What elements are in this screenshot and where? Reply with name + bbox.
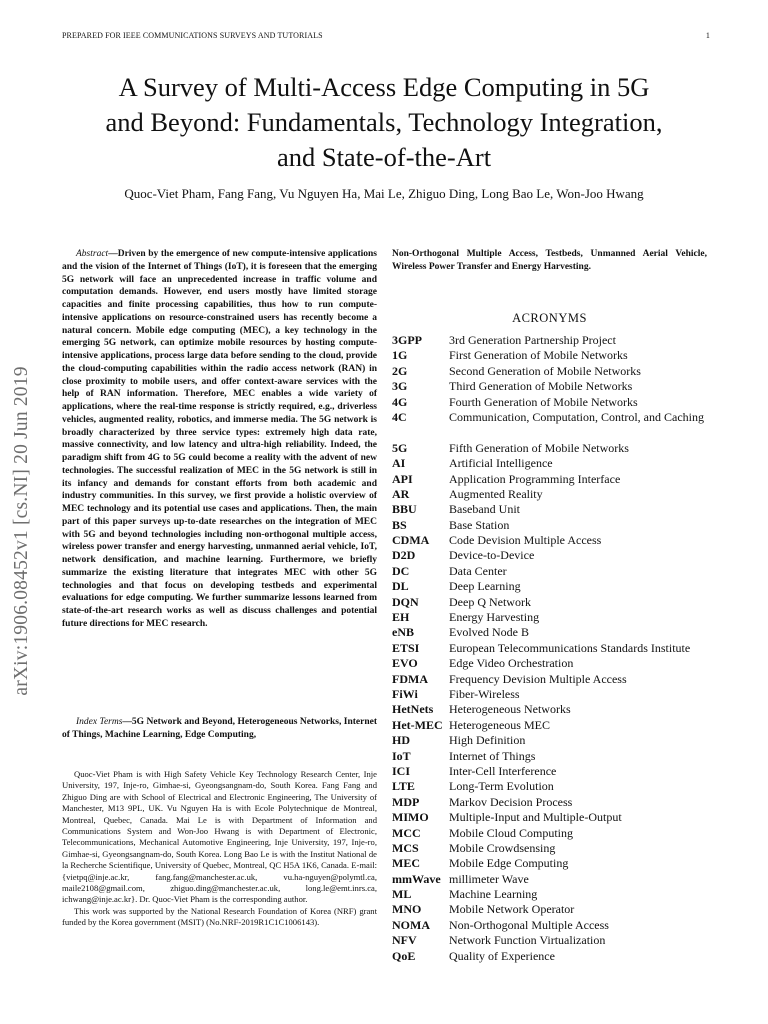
- index-terms-label: Index Terms: [76, 717, 123, 727]
- acronym-row: [392, 441, 712, 456]
- acronym-definition: Data Center: [449, 563, 507, 578]
- acronym-abbr: mmWave: [392, 871, 441, 886]
- acronym-row: [392, 733, 712, 748]
- abstract: [62, 248, 377, 631]
- acronym-abbr: FDMA: [392, 671, 428, 686]
- author-list: Quoc-Viet Pham, Fang Fang, Vu Nguyen Ha, Mai Le, Zhiguo Ding, Long Bao Le, Won-Joo Hwang: [124, 186, 644, 201]
- acronym-abbr: MNO: [392, 902, 422, 917]
- paper-title: [40, 70, 728, 175]
- acronym-definition: Markov Decision Process: [449, 794, 573, 809]
- acronym-abbr: CDMA: [392, 533, 430, 548]
- acronym-definition: Quality of Experience: [449, 948, 555, 963]
- acronym-definition: Internet of Things: [449, 748, 536, 763]
- acronym-definition: Deep Learning: [449, 579, 521, 594]
- acronym-definition: Code Devision Multiple Access: [449, 533, 602, 548]
- acronym-abbr: AR: [392, 486, 410, 501]
- acronym-abbr: MIMO: [392, 810, 429, 825]
- abstract-text: —Driven by the emergence of new compute-intensive applications and the vision of the Internet of Things (IoT), it is foreseen that the emerging 5G network will face an unprecedented increase in traffic volume and computation demands. However, end users mostly have limited storage capacities and finite processing capabilities, thus how to run compute-intensive applications on resource-constrained users has recently become a natural concern. Mobile edge computing (MEC), a key technology in the emerging 5G network, can optimize mobile resources by hosting compute-intensive applications, process large data before sending to the cloud, provide the cloud-computing capabilities within the radio access network (RAN) in close proximity to mobile users, and offer context-aware services with the help of RAN information. Therefore, MEC enables a wide variety of applications, where the real-time response is strictly required, e.g., driverless vehicles, augmented reality, robotics, and immerse media. The 5G network is broadly characterized by three service types: extremely high data rate, massive connectivity, and low latency and ultra-high reliability. Indeed, the paradigm shift from 4G to 5G could become a reality with the advent of new technologies. The successful realization of MEC in the 5G network is still in its infancy and demands for constant efforts from both academic and industry communities. In this survey, we first provide a holistic overview of MEC technology and its potential use cases and applications. Then, the main part of this paper surveys up-to-date researches on the integration of MEC with 5G and beyond technologies including non-orthogonal multiple access, wireless power transfer and energy harvesting, unmanned aerial vehicle, IoT, network densification, and machine learning. Furthermore, we briefly summarize the existing literature that integrates MEC with other 5G technologies and that focus on developing testbeds and experimental evaluations for edge computing. We further summarize lessons learned from state-of-the-art research works as well as discuss challenges and potential future directions for MEC research.: [62, 249, 377, 629]
- acronym-row: [392, 949, 712, 964]
- acronyms-heading: ACRONYMS: [512, 311, 587, 325]
- acronym-definition: 3rd Generation Partnership Project: [449, 333, 616, 347]
- journal-header: PREPARED FOR IEEE COMMUNICATIONS SURVEYS AND TUTORIALS: [62, 31, 323, 40]
- acronym-abbr: HD: [392, 733, 410, 748]
- acronym-row: [392, 718, 712, 733]
- footnote-affiliations: Quoc-Viet Pham is with High Safety Vehicle Key Technology Research Center, Inje University, 197, Inje-ro, Gimhae-si, Gyeongsangnam-do, South Korea. Fang Fang and Zhiguo Ding are with School of Electrical and Electronic Engineering, The University of Manchester, M13 9PL, UK. Vu Nguyen Ha is with Ecole Polytechnique de Montreal, Montreal, Quebec, Canada. Mai Le is with Department of Information and Communications System and Won-Joo Hwang is with Department of Electronic, Telecommunications, Mechanical Automotive Engineering, Inje University, 197, Inje-ro, Gimhae-si, Gyeongsangnam-do, South Korea. Long Bao Le is with the Institut National de la Recherche Scientifique, University of Quebec, Montreal, QC H5A 1K6, Canada. E-mail: {vietpq@inje.ac.kr, fang.fang@manchester.ac.uk, vu.ha-nguyen@polymtl.ca, maile2108@gmail.com, zhiguo.ding@manchester.ac.uk, long.le@emt.inrs.ca, ichwang@inje.ac.kr}. Dr. Quoc-Viet Pham is the corresponding author.: [62, 769, 377, 905]
- acronym-list: [392, 333, 712, 964]
- acronym-abbr: FiWi: [392, 687, 418, 701]
- acronym-abbr: 5G: [392, 440, 408, 455]
- acronym-row: [392, 641, 712, 656]
- acronym-row: [392, 902, 712, 917]
- acronym-definition: Base Station: [449, 517, 510, 532]
- acronym-definition: Mobile Crowdsensing: [449, 840, 556, 855]
- acronym-row: [392, 810, 712, 825]
- acronym-definition: Evolved Node B: [449, 625, 529, 640]
- acronym-abbr: AI: [392, 456, 406, 471]
- acronym-abbr: 2G: [392, 363, 408, 378]
- acronym-definition: Device-to-Device: [449, 548, 535, 563]
- acronym-row: [392, 826, 712, 841]
- acronym-row: [392, 410, 712, 441]
- acronym-abbr: BS: [392, 517, 407, 532]
- acronym-definition: Heterogeneous Networks: [449, 702, 571, 717]
- acronym-definition: Communication, Computation, Control, and Caching: [449, 409, 704, 424]
- acronym-definition: Second Generation of Mobile Networks: [449, 363, 641, 378]
- acronym-definition: Deep Q Network: [449, 594, 531, 609]
- acronym-definition: European Telecommunications Standards Institute: [449, 640, 691, 655]
- acronym-definition: First Generation of Mobile Networks: [449, 348, 628, 363]
- acronym-row: [392, 672, 712, 687]
- acronym-row: [392, 502, 712, 517]
- acronym-row: [392, 333, 712, 348]
- acronym-definition: Augmented Reality: [449, 486, 543, 501]
- acronym-row: [392, 533, 712, 548]
- acronym-abbr: MEC: [392, 856, 420, 871]
- acronym-row: [392, 625, 712, 640]
- acronym-row: [392, 348, 712, 363]
- acronym-row: [392, 887, 712, 902]
- acronym-row: [392, 564, 712, 579]
- acronym-definition: Application Programming Interface: [449, 471, 621, 486]
- acronym-abbr: LTE: [392, 779, 415, 794]
- acronym-definition: Multiple-Input and Multiple-Output: [449, 810, 622, 825]
- acronym-definition: Heterogeneous MEC: [449, 717, 550, 732]
- title-line-2: and Beyond: Fundamentals, Technology Integration,: [105, 107, 663, 137]
- acronym-abbr: EVO: [392, 656, 418, 671]
- acronym-abbr: API: [392, 471, 413, 486]
- acronym-definition: Frequency Devision Multiple Access: [449, 671, 627, 686]
- acronym-row: [392, 749, 712, 764]
- acronym-abbr: 1G: [392, 348, 408, 363]
- acronym-abbr: BBU: [392, 502, 417, 517]
- acronym-row: [392, 795, 712, 810]
- acronym-definition: High Definition: [449, 733, 526, 748]
- acronym-row: [392, 610, 712, 625]
- acronym-row: [392, 379, 712, 394]
- acronym-row: [392, 841, 712, 856]
- title-line-1: A Survey of Multi-Access Edge Computing in 5G: [118, 72, 650, 102]
- acronym-abbr: MDP: [392, 794, 420, 809]
- acronym-row: [392, 595, 712, 610]
- acronym-abbr: 4C: [392, 409, 407, 424]
- acronym-row: [392, 364, 712, 379]
- acronym-abbr: NFV: [392, 933, 417, 948]
- title-line-3: and State-of-the-Art: [276, 142, 492, 172]
- acronym-definition: Mobile Network Operator: [449, 902, 575, 917]
- acronym-abbr: 3G: [392, 379, 408, 394]
- acronym-definition: Baseband Unit: [449, 502, 520, 517]
- acronym-abbr: HetNets: [392, 702, 434, 717]
- acronym-definition: Third Generation of Mobile Networks: [449, 379, 633, 394]
- acronym-row: [392, 472, 712, 487]
- page-number: 1: [705, 31, 710, 40]
- acronym-abbr: QoE: [392, 948, 416, 963]
- acronym-definition: Fourth Generation of Mobile Networks: [449, 394, 638, 409]
- acronym-abbr: MCC: [392, 825, 421, 840]
- index-terms: [62, 716, 377, 742]
- acronym-row: [392, 456, 712, 471]
- acronym-abbr: NOMA: [392, 917, 430, 932]
- acronym-definition: Non-Orthogonal Multiple Access: [449, 917, 609, 932]
- acronym-definition: millimeter Wave: [449, 871, 529, 886]
- acronym-abbr: MCS: [392, 840, 419, 855]
- acronym-row: [392, 487, 712, 502]
- acronym-row: [392, 872, 712, 887]
- arxiv-stamp: arXiv:1906.08452v1 [cs.NI] 20 Jun 2019: [11, 366, 32, 696]
- acronym-definition: Artificial Intelligence: [449, 456, 553, 471]
- acronym-abbr: ETSI: [392, 640, 420, 655]
- index-terms-text: —5G Network and Beyond, Heterogeneous Networks, Internet of Things, Machine Learning, Edge Computing,: [62, 717, 377, 740]
- acronym-definition: Fiber-Wireless: [449, 687, 520, 701]
- acronym-row: [392, 656, 712, 671]
- footnote-funding: This work was supported by the National Research Foundation of Korea (NRF) grant funded by the Korea government (MSIT) (No.NRF-2019R1C1C1006143).: [62, 905, 377, 928]
- acronym-row: [392, 395, 712, 410]
- acronym-definition: Edge Video Orchestration: [449, 656, 574, 671]
- acronym-row: [392, 687, 712, 702]
- acronym-abbr: DQN: [392, 594, 419, 609]
- affiliation-footnote: [62, 769, 377, 929]
- acronym-abbr: ML: [392, 887, 412, 902]
- acronym-definition: Network Function Virtualization: [449, 933, 606, 948]
- acronym-definition: Machine Learning: [449, 887, 538, 902]
- acronym-abbr: IoT: [392, 748, 411, 763]
- acronym-definition: Inter-Cell Interference: [449, 763, 557, 778]
- acronym-row: [392, 856, 712, 871]
- acronym-abbr: ICI: [392, 763, 411, 778]
- acronym-definition: Energy Harvesting: [449, 610, 540, 625]
- acronym-row: [392, 518, 712, 533]
- acronym-abbr: Het-MEC: [392, 717, 443, 732]
- acronym-abbr: eNB: [392, 625, 414, 640]
- acronym-abbr: DC: [392, 563, 410, 578]
- acronym-abbr: 3GPP: [392, 333, 422, 347]
- acronym-abbr: DL: [392, 579, 409, 594]
- acronym-definition: Mobile Cloud Computing: [449, 825, 574, 840]
- acronym-abbr: 4G: [392, 394, 408, 409]
- acronym-row: [392, 702, 712, 717]
- abstract-label: Abstract: [76, 249, 109, 259]
- acronym-definition: Mobile Edge Computing: [449, 856, 569, 871]
- acronym-definition: Long-Term Evolution: [449, 779, 554, 794]
- acronym-row: [392, 933, 712, 948]
- acronym-row: [392, 548, 712, 563]
- acronym-abbr: D2D: [392, 548, 416, 563]
- acronym-row: [392, 918, 712, 933]
- acronym-row: [392, 579, 712, 594]
- index-terms-continuation: Non-Orthogonal Multiple Access, Testbeds, Unmanned Aerial Vehicle, Wireless Power Transfer and Energy Harvesting.: [392, 249, 707, 272]
- acronym-row: [392, 764, 712, 779]
- acronym-row: [392, 779, 712, 794]
- acronym-abbr: EH: [392, 610, 410, 625]
- acronym-definition: Fifth Generation of Mobile Networks: [449, 440, 629, 455]
